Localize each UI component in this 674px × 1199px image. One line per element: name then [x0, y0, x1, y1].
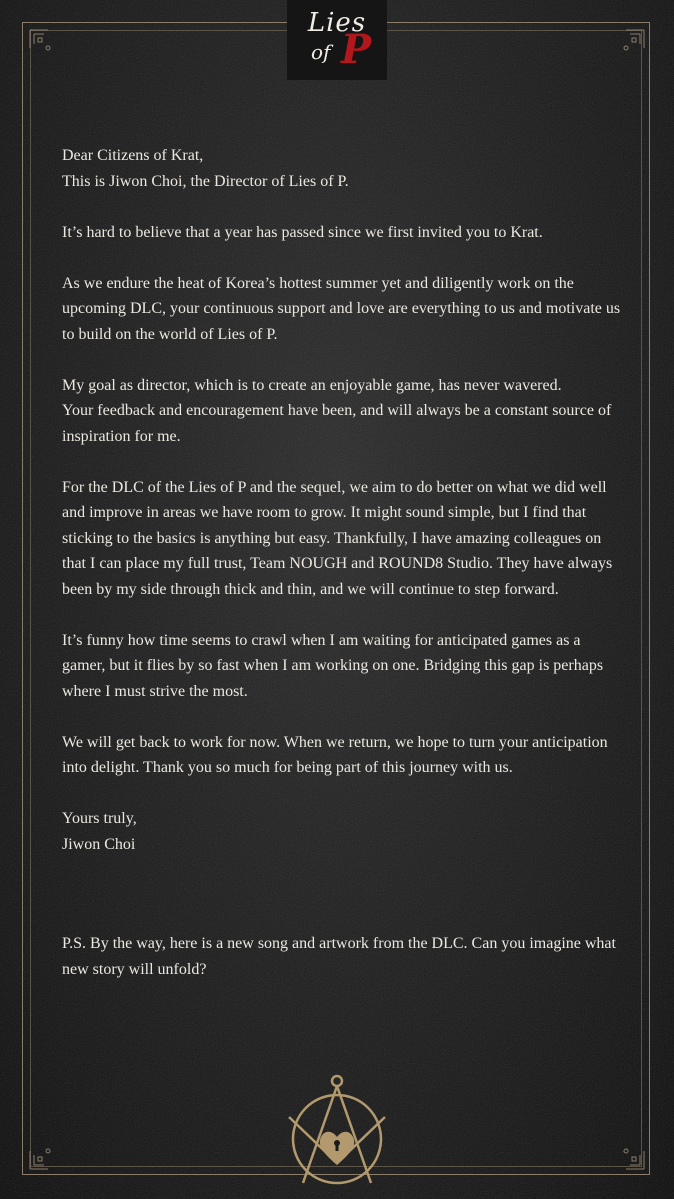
signoff: Yours truly, Jiwon Choi: [62, 810, 137, 853]
letter-body: [62, 143, 622, 883]
paragraph-6: We will get back to work for now. When we return, we hope to turn your anticipation into delight. Thank you so much for being part of this journey with us.: [62, 733, 608, 776]
logo-lies-text: Lies: [307, 8, 367, 38]
postscript: P.S. By the way, here is a new song and artwork from the DLC. Can you imagine what new story will unfold?: [62, 935, 616, 978]
logo-of-text: of: [311, 40, 331, 64]
corner-ornament-icon: [28, 1137, 62, 1171]
corner-ornament-icon: [612, 28, 646, 62]
paragraph-4: For the DLC of the Lies of P and the sequel, we aim to do better on what we did well and improve in areas we have room to grow. It might sound simple, but I find that sticking to the basics is anything but easy. Thankfully, I have amazing colleagues on that I can place my full trust, Team NOUGH and ROUND8 Studio. They have always been by my side through thick and thin, and we will continue to step forward.: [62, 478, 613, 598]
paragraph-1: It’s hard to believe that a year has passed since we first invited you to Krat.: [62, 223, 543, 241]
logo-p-text: P: [341, 26, 372, 73]
corner-ornament-icon: [28, 28, 62, 62]
corner-ornament-icon: [612, 1137, 646, 1171]
paragraph-5: It’s funny how time seems to crawl when I am waiting for anticipated games as a gamer, but it flies by so fast when I am working on one. Bridging this gap is perhaps where I must strive the most.: [62, 631, 604, 700]
lies-of-p-logo: [287, 0, 387, 80]
salutation: Dear Citizens of Krat, This is Jiwon Choi, the Director of Lies of P.: [62, 147, 349, 190]
paragraph-3: My goal as director, which is to create an enjoyable game, has never wavered. Your feedback and encouragement have been, and will always be a constant source of inspiration for me.: [62, 376, 612, 445]
paragraph-2: As we endure the heat of Korea’s hottest summer yet and diligently work on the upcoming DLC, your continuous support and love are everything to us and motivate us to build on the world of Lies of P.: [62, 274, 621, 343]
compass-heart-emblem-icon: [283, 1073, 391, 1189]
